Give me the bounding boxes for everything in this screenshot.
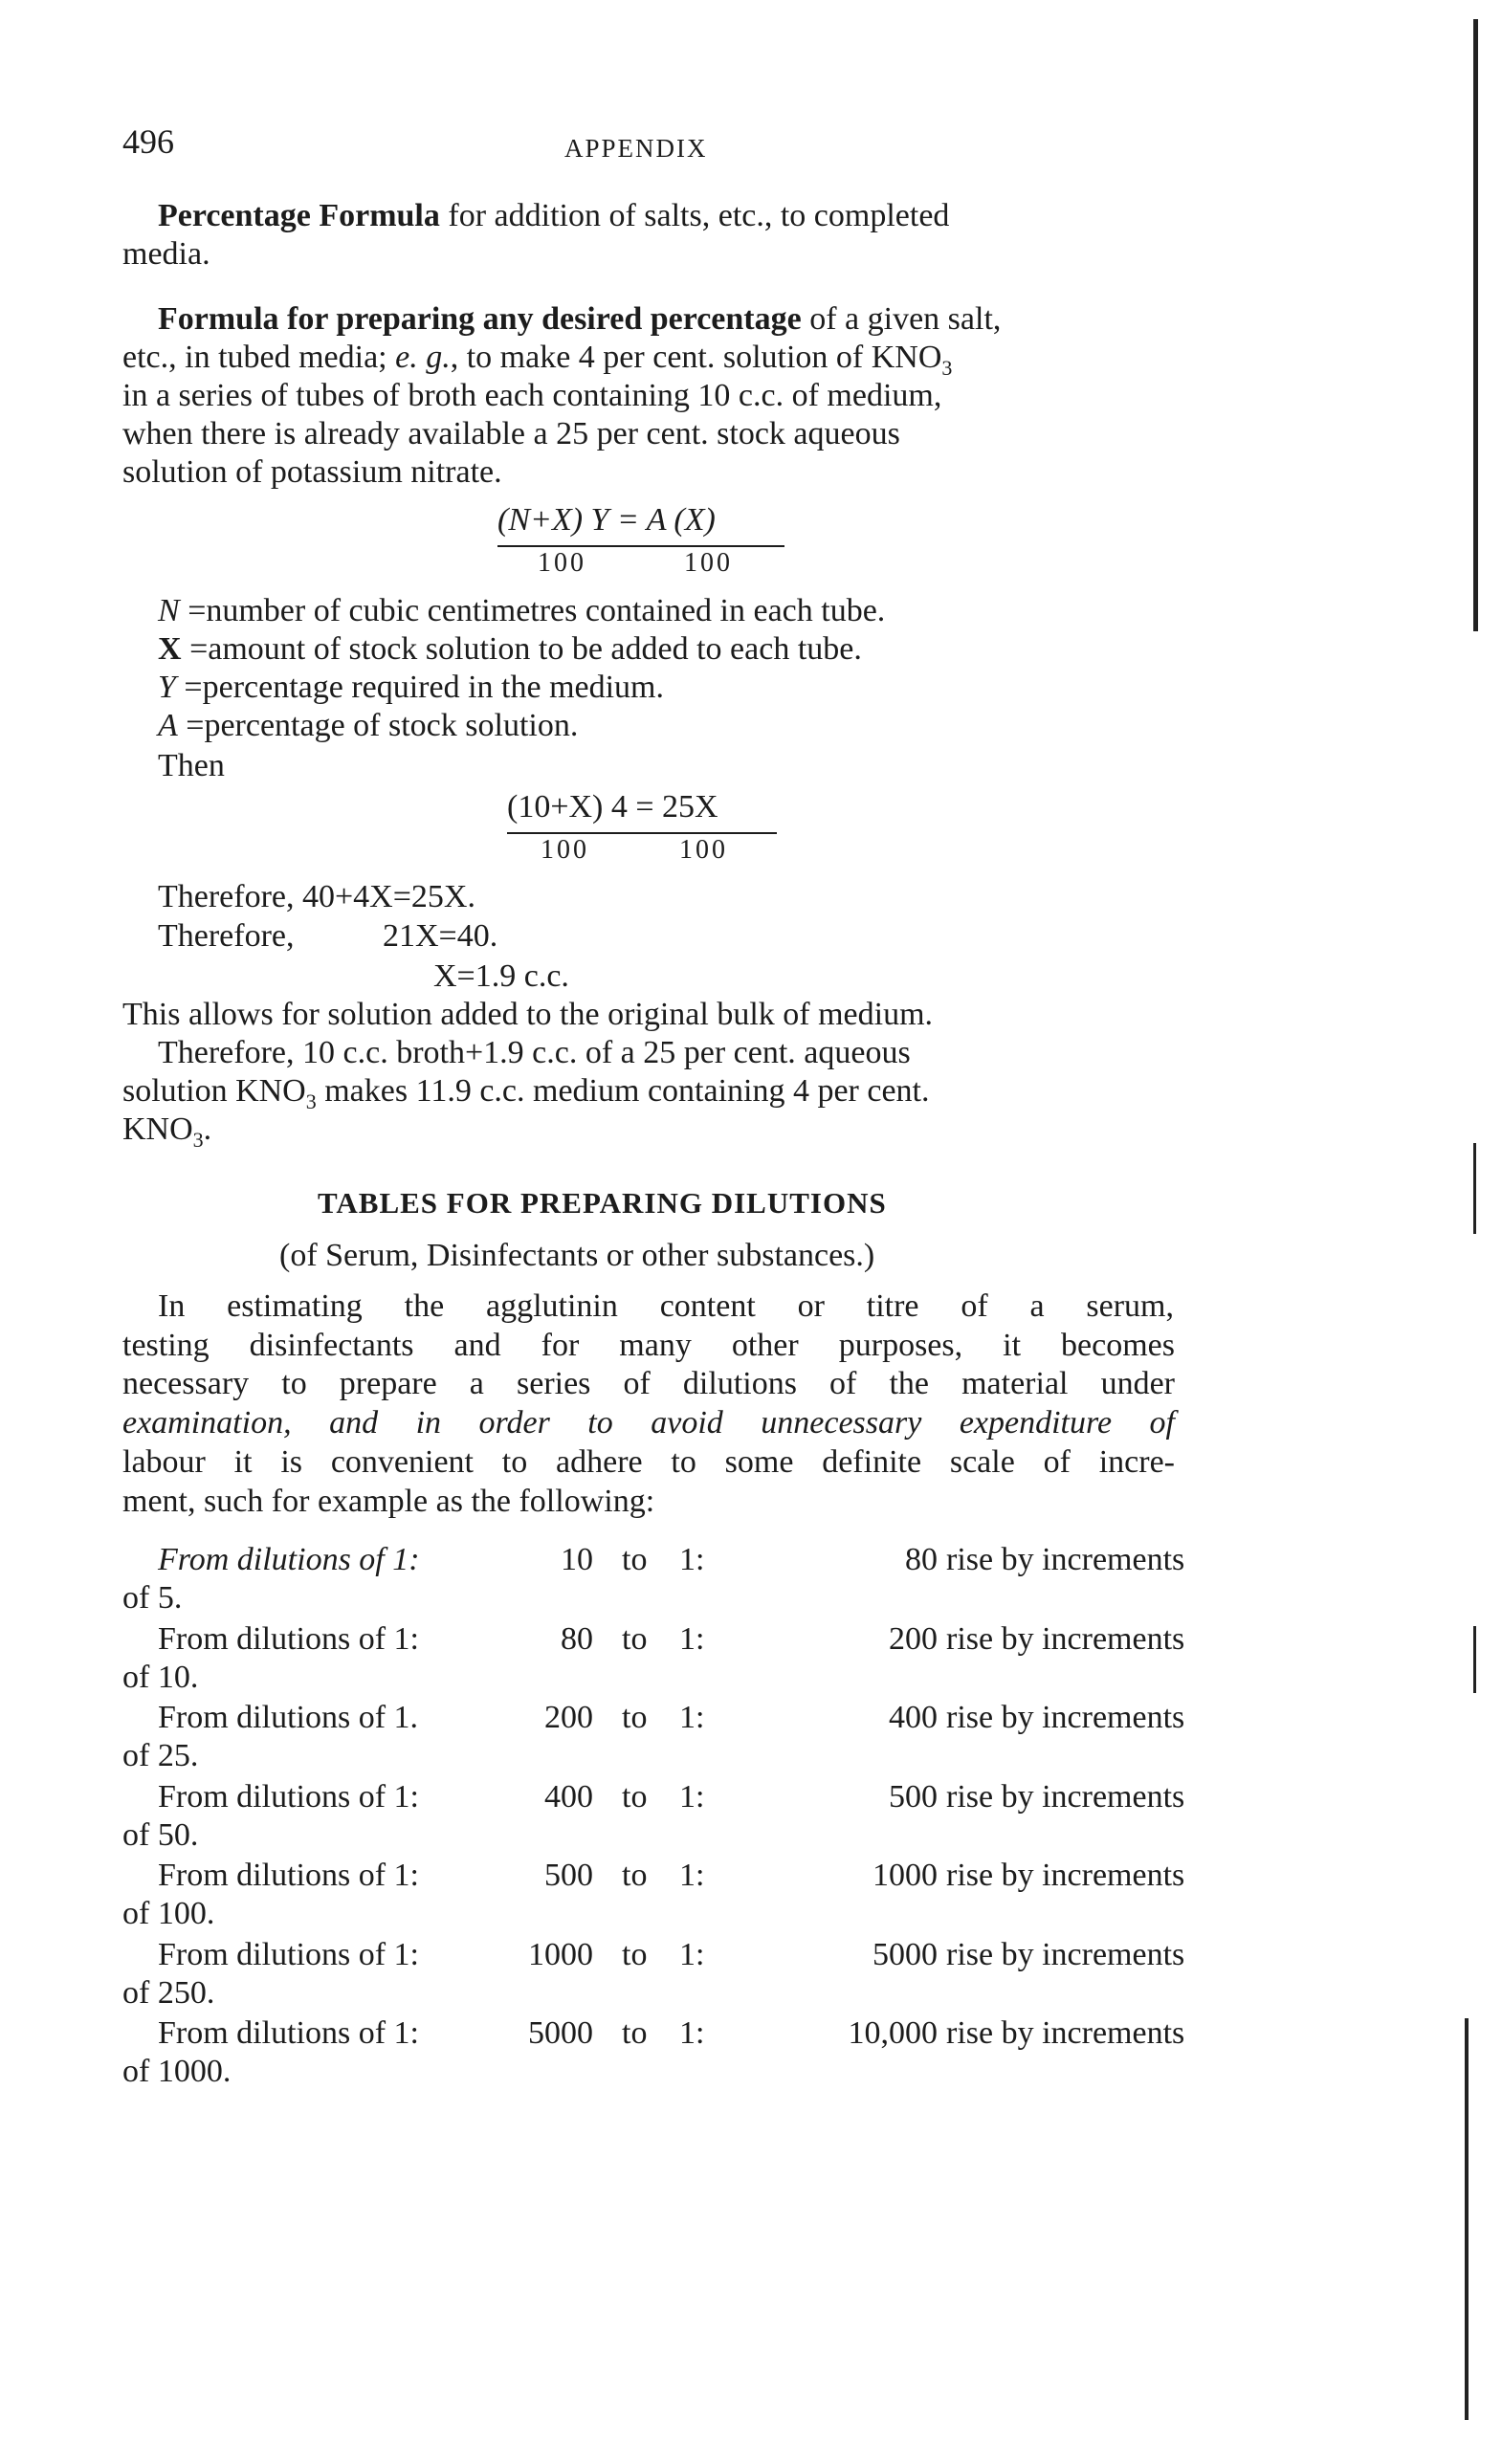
formula-general-denominator-left: 100: [538, 548, 586, 578]
section1-rest: for addition of salts, etc., to completed: [439, 198, 950, 233]
conclusion-line1: This allows for solution added to the original bulk of medium.: [122, 997, 934, 1032]
to-word: to: [622, 1700, 648, 1735]
intro-text: In estimating the agglutinin content or titre of a serum,: [158, 1288, 1174, 1324]
from-value: 10: [561, 1542, 593, 1577]
ratio: 1:: [679, 1936, 705, 1972]
definition-n-text: =number of cubic centimetres contained in each tube.: [179, 593, 886, 628]
to-word: to: [622, 1936, 648, 1972]
step-1: Therefore, 40+4X=25X.: [158, 879, 475, 914]
section2-rest: of a given salt,: [801, 301, 1002, 337]
conclusion-line4: [122, 1110, 211, 1159]
desired-percentage-title: Formula for preparing any desired percentage: [158, 301, 802, 337]
symbol-y: Y: [158, 670, 176, 705]
section2-line5: solution of potassium nitrate.: [122, 454, 502, 490]
from-value: 1000: [528, 1936, 593, 1972]
row-label: From dilutions of 1:: [158, 1620, 419, 1657]
increment-value: of 1000.: [122, 2054, 232, 2089]
ratio: 1:: [679, 1542, 705, 1577]
to-word: to: [622, 1620, 648, 1657]
conclusion-line4-a: KNO: [122, 1111, 193, 1147]
upto-value: 400: [889, 1700, 938, 1735]
upto-value: 10,000: [848, 2015, 938, 2051]
scan-edge-mark: [1473, 1143, 1476, 1234]
formula-general-denominator-right: 100: [684, 548, 733, 578]
section2-line3: in a series of tubes of broth each containing 10 c.c. of medium,: [122, 378, 942, 413]
upto-value: 5000: [872, 1936, 938, 1972]
definition-n: [158, 591, 885, 630]
ratio: 1:: [679, 2015, 705, 2051]
rise-text: rise by increments: [946, 1542, 1185, 1577]
conclusion-line3-a: solution KNO: [122, 1073, 306, 1109]
row-label: From dilutions of 1:: [158, 1778, 419, 1815]
definition-x-text: =amount of stock solution to be added to each tube.: [181, 631, 862, 667]
row-label: From dilutions of 1.: [158, 1700, 419, 1735]
intro-line-6: ment, such for example as the following:: [122, 1484, 655, 1519]
subscript: 3: [305, 1089, 317, 1113]
row-label: From dilutions of 1:: [158, 1936, 419, 1972]
definition-y-text: =percentage required in the medium.: [175, 670, 665, 705]
conclusion-line3: [122, 1071, 930, 1121]
step-2-equation: 21X=40.: [383, 918, 498, 954]
symbol-x: X: [158, 631, 182, 667]
step-2-label: Therefore,: [158, 918, 295, 954]
to-word: to: [622, 2015, 648, 2051]
section2-line4: when there is already available a 25 per cent. stock aqueous: [122, 416, 900, 451]
step-3: X=1.9 c.c.: [433, 958, 569, 994]
rise-text: rise by increments: [946, 1700, 1185, 1735]
rise-text: rise by increments: [946, 1936, 1185, 1972]
to-word: to: [622, 1858, 648, 1893]
formula-worked-denominator-right: 100: [679, 835, 728, 865]
from-value: 500: [544, 1858, 593, 1893]
from-value: 80: [561, 1620, 593, 1657]
conclusion-line3-b: makes 11.9 c.c. medium containing 4 per cent.: [316, 1073, 930, 1109]
upto-value: 500: [889, 1778, 938, 1815]
scan-edge-mark: [1465, 2018, 1469, 2420]
section2-line2-a: etc., in tubed media;: [122, 340, 396, 375]
row-label: From dilutions of 1:: [158, 1858, 419, 1893]
to-word: to: [622, 1778, 648, 1815]
section2-eg: e. g.: [395, 340, 451, 375]
conclusion-line4-b: .: [203, 1111, 212, 1147]
section2-line2-b: , to make 4 per cent. solution of KNO: [450, 340, 942, 375]
intro-line-3: necessary to prepare a series of dilutions of the material under: [122, 1366, 1175, 1401]
intro-line-1: [158, 1287, 1174, 1326]
intro-line-2: testing disinfectants and for many other purposes, it becomes: [122, 1328, 1175, 1363]
section1-line2: media.: [122, 236, 210, 272]
row-label: From dilutions of 1:: [158, 1542, 420, 1577]
ratio: 1:: [679, 1620, 705, 1657]
upto-value: 1000: [872, 1858, 938, 1893]
then-label: Then: [158, 748, 225, 783]
increment-value: of 100.: [122, 1896, 215, 1931]
formula-general-numerator: (N+X) Y = A (X): [497, 502, 716, 538]
running-title: APPENDIX: [564, 134, 708, 163]
ratio: 1:: [679, 1700, 705, 1735]
rise-text: rise by increments: [946, 1620, 1185, 1657]
upto-value: 200: [889, 1620, 938, 1657]
increment-value: of 50.: [122, 1816, 199, 1853]
rise-text: rise by increments: [946, 1778, 1185, 1815]
percentage-formula-title: Percentage Formula: [158, 198, 440, 233]
conclusion-line2: Therefore, 10 c.c. broth+1.9 c.c. of a 25 per cent. aqueous: [158, 1035, 911, 1070]
subscript: 3: [941, 355, 953, 380]
definition-a-text: =percentage of stock solution.: [177, 708, 579, 743]
tables-heading: TABLES FOR PREPARING DILUTIONS: [318, 1186, 887, 1220]
from-value: 5000: [528, 2015, 593, 2051]
fraction-bar: [497, 545, 784, 547]
to-word: to: [622, 1542, 648, 1577]
intro-line-4: examination, and in order to avoid unnecessary expenditure of: [122, 1405, 1175, 1441]
increment-value: of 250.: [122, 1974, 215, 2011]
scan-edge-mark: [1473, 19, 1478, 631]
fraction-bar: [507, 832, 777, 834]
section1-line1: [158, 196, 949, 235]
ratio: 1:: [679, 1778, 705, 1815]
definition-y: [158, 668, 664, 707]
increment-value: of 5.: [122, 1580, 183, 1616]
formula-worked-numerator: (10+X) 4 = 25X: [507, 789, 718, 825]
intro-line-5: labour it is convenient to adhere to some definite scale of incre-: [122, 1444, 1175, 1480]
tables-subheading: (of Serum, Disinfectants or other substances.): [279, 1238, 875, 1273]
formula-worked-denominator-left: 100: [541, 835, 589, 865]
definition-x: [158, 629, 862, 669]
rise-text: rise by increments: [946, 2015, 1185, 2051]
symbol-a: A: [158, 708, 178, 743]
definition-a: [158, 706, 578, 745]
subscript: 3: [192, 1127, 204, 1152]
page-number: 496: [122, 122, 174, 161]
symbol-n: N: [158, 593, 180, 628]
section2-line1: [158, 299, 1001, 339]
from-value: 200: [544, 1700, 593, 1735]
row-label: From dilutions of 1:: [158, 2015, 419, 2051]
ratio: 1:: [679, 1858, 705, 1893]
upto-value: 80: [905, 1542, 938, 1577]
increment-value: of 10.: [122, 1659, 199, 1695]
from-value: 400: [544, 1778, 593, 1815]
scan-edge-mark: [1473, 1626, 1476, 1693]
rise-text: rise by increments: [946, 1858, 1185, 1893]
increment-value: of 25.: [122, 1738, 199, 1773]
